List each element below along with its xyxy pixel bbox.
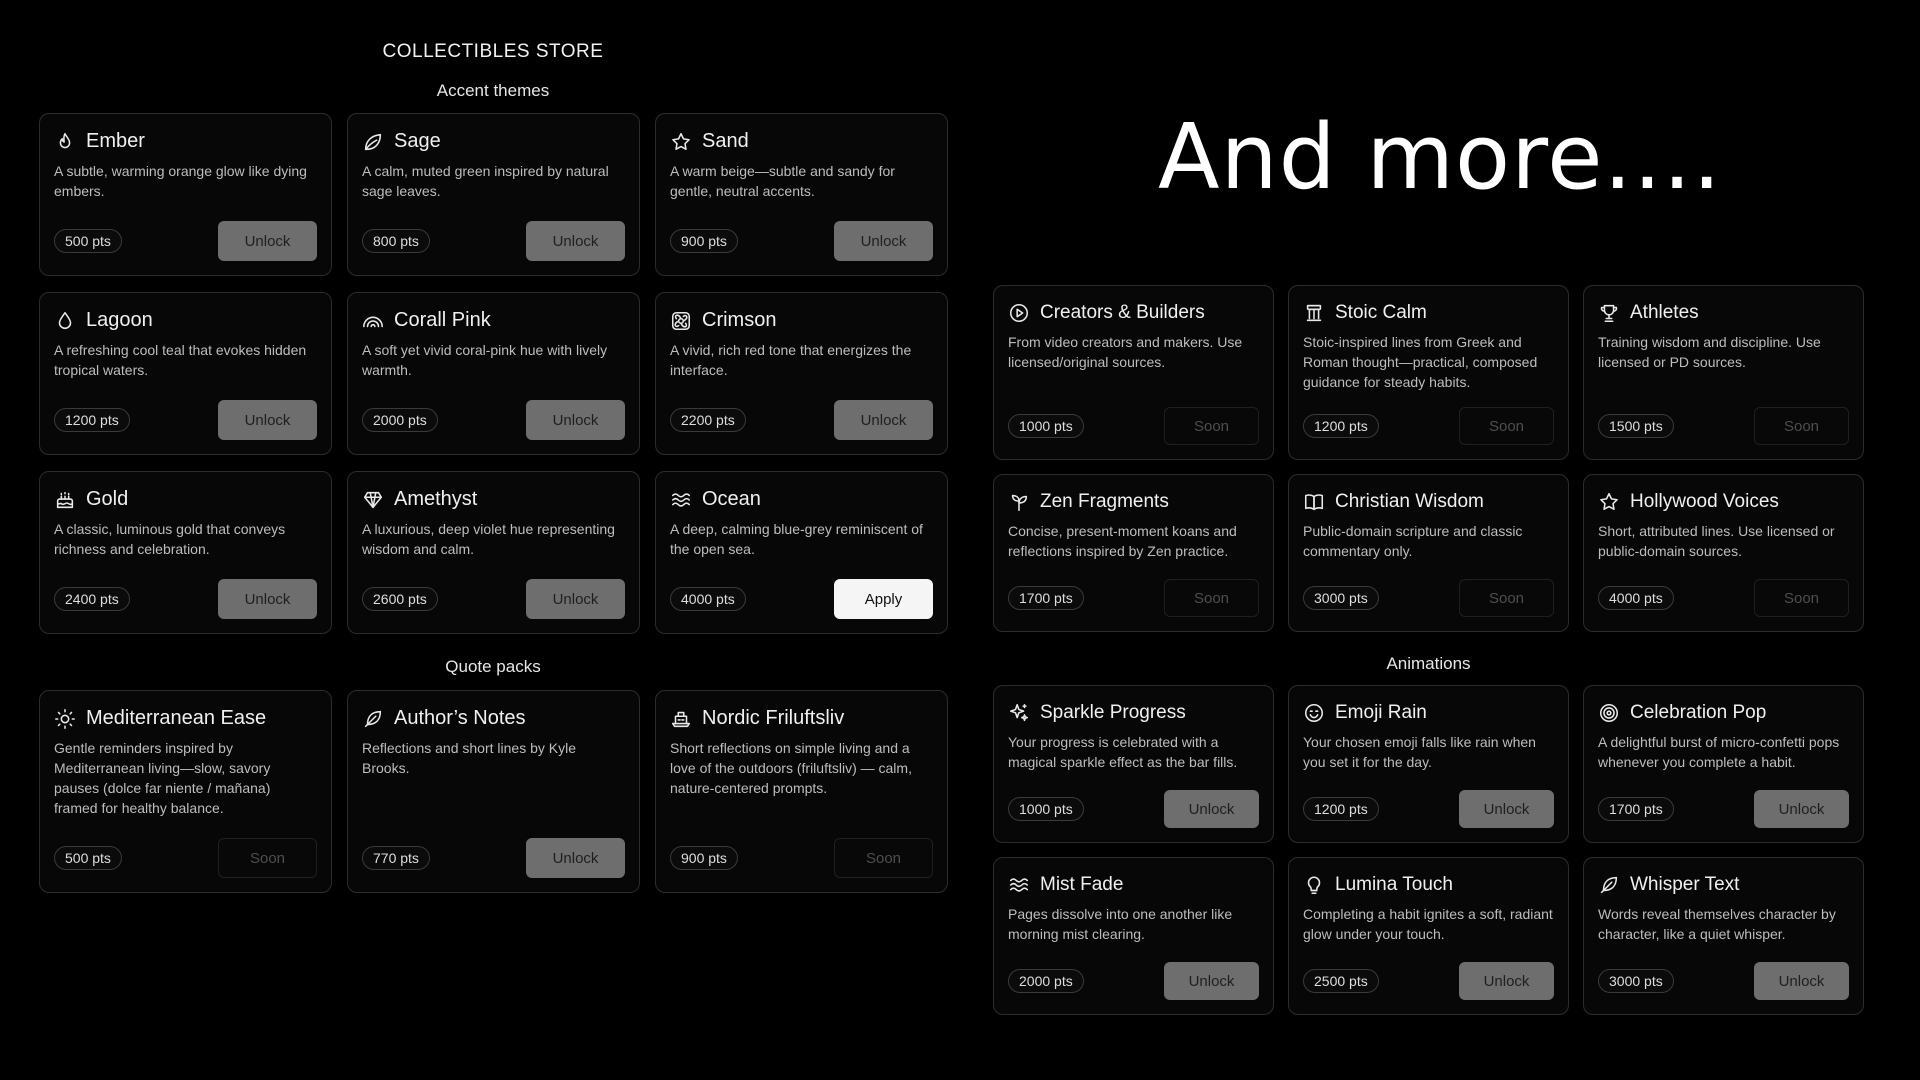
card-title: Amethyst bbox=[394, 488, 478, 510]
smile-icon bbox=[1303, 702, 1325, 724]
card-corall-pink bbox=[347, 292, 640, 455]
card-header bbox=[670, 130, 933, 153]
soon-button: Soon bbox=[834, 838, 933, 878]
card-title: Gold bbox=[86, 488, 129, 510]
flame-icon bbox=[54, 131, 76, 153]
points-badge: 1200 pts bbox=[1303, 414, 1379, 438]
card-footer bbox=[54, 579, 317, 619]
ship-icon bbox=[670, 708, 692, 730]
card-author-s-notes bbox=[347, 690, 640, 893]
points-badge: 900 pts bbox=[670, 846, 738, 870]
card-description: A delightful burst of micro-confetti pops whenever you complete a habit. bbox=[1598, 734, 1840, 770]
unlock-button[interactable]: Unlock bbox=[218, 221, 317, 261]
card-header bbox=[362, 707, 625, 730]
card-title: Christian Wisdom bbox=[1335, 491, 1484, 512]
card-footer bbox=[1008, 579, 1259, 617]
feather-icon bbox=[362, 708, 384, 730]
card-title: Celebration Pop bbox=[1630, 702, 1767, 723]
points-badge: 3000 pts bbox=[1598, 969, 1674, 993]
card-footer bbox=[1008, 407, 1259, 445]
points-badge: 1700 pts bbox=[1598, 797, 1674, 821]
card-description: Concise, present-moment koans and reflections inspired by Zen practice. bbox=[1008, 523, 1237, 559]
points-badge: 1000 pts bbox=[1008, 414, 1084, 438]
card-description: Pages dissolve into one another like morning mist clearing. bbox=[1008, 906, 1233, 942]
card-gold bbox=[39, 471, 332, 634]
card-footer bbox=[1598, 579, 1849, 617]
card-title: Sage bbox=[394, 130, 441, 152]
card-footer bbox=[1303, 407, 1554, 445]
card-description: Completing a habit ignites a soft, radiant glow under your touch. bbox=[1303, 906, 1553, 942]
play-circle-icon bbox=[1008, 302, 1030, 324]
more-quote-packs-grid bbox=[993, 285, 1864, 632]
section-label-quote-packs: Quote packs bbox=[445, 657, 541, 676]
card-title: Author’s Notes bbox=[394, 707, 526, 729]
card-stoic-calm bbox=[1288, 285, 1569, 460]
card-header bbox=[1598, 302, 1849, 324]
card-footer bbox=[670, 400, 933, 440]
leaf-icon bbox=[362, 131, 384, 153]
card-title: Stoic Calm bbox=[1335, 302, 1427, 323]
soon-button: Soon bbox=[1459, 407, 1554, 445]
card-title: Emoji Rain bbox=[1335, 702, 1427, 723]
points-badge: 4000 pts bbox=[1598, 586, 1674, 610]
points-badge: 1200 pts bbox=[1303, 797, 1379, 821]
card-header bbox=[1008, 874, 1259, 896]
card-header bbox=[1598, 491, 1849, 513]
points-badge: 4000 pts bbox=[670, 587, 746, 611]
unlock-button[interactable]: Unlock bbox=[218, 579, 317, 619]
card-footer bbox=[362, 838, 625, 878]
card-description: A refreshing cool teal that evokes hidden tropical waters. bbox=[54, 342, 307, 378]
card-emoji-rain bbox=[1288, 685, 1569, 843]
card-description: A calm, muted green inspired by natural sage leaves. bbox=[362, 163, 609, 199]
card-description: Gentle reminders inspired by Mediterranean living—slow, savory pauses (dolce far niente / mañana) framed for healthy balance. bbox=[54, 740, 271, 816]
soon-button: Soon bbox=[1459, 579, 1554, 617]
rainbow-icon bbox=[362, 310, 384, 332]
unlock-button[interactable]: Unlock bbox=[1164, 962, 1259, 1000]
quote-packs-grid bbox=[39, 690, 948, 893]
card-title: Lagoon bbox=[86, 309, 153, 331]
card-header bbox=[362, 130, 625, 153]
soon-button: Soon bbox=[1164, 407, 1259, 445]
card-header bbox=[1303, 491, 1554, 513]
points-badge: 2200 pts bbox=[670, 408, 746, 432]
points-badge: 1000 pts bbox=[1008, 797, 1084, 821]
unlock-button[interactable]: Unlock bbox=[1164, 790, 1259, 828]
card-header bbox=[1008, 702, 1259, 724]
card-header bbox=[362, 309, 625, 332]
card-title: Nordic Friluftsliv bbox=[702, 707, 845, 729]
unlock-button[interactable]: Unlock bbox=[1754, 962, 1849, 1000]
points-badge: 2000 pts bbox=[362, 408, 438, 432]
card-description: Stoic-inspired lines from Greek and Roman thought—practical, composed guidance for steady habits. bbox=[1303, 334, 1538, 390]
card-title: Athletes bbox=[1630, 302, 1699, 323]
card-footer bbox=[362, 579, 625, 619]
points-badge: 800 pts bbox=[362, 229, 430, 253]
points-badge: 2500 pts bbox=[1303, 969, 1379, 993]
feather-icon bbox=[1598, 874, 1620, 896]
card-mist-fade bbox=[993, 857, 1274, 1015]
card-footer bbox=[362, 221, 625, 261]
soon-button: Soon bbox=[1754, 407, 1849, 445]
card-footer bbox=[1008, 790, 1259, 828]
card-description: Words reveal themselves character by character, like a quiet whisper. bbox=[1598, 906, 1836, 942]
card-description: A warm beige—subtle and sandy for gentle, neutral accents. bbox=[670, 163, 895, 199]
card-description: Reflections and short lines by Kyle Brooks. bbox=[362, 740, 576, 776]
unlock-button[interactable]: Unlock bbox=[526, 579, 625, 619]
card-lagoon bbox=[39, 292, 332, 455]
points-badge: 2600 pts bbox=[362, 587, 438, 611]
card-footer bbox=[1303, 962, 1554, 1000]
card-description: Short, attributed lines. Use licensed or public-domain sources. bbox=[1598, 523, 1835, 559]
card-title: Whisper Text bbox=[1630, 874, 1740, 895]
points-badge: 3000 pts bbox=[1303, 586, 1379, 610]
points-badge: 500 pts bbox=[54, 229, 122, 253]
card-footer bbox=[54, 838, 317, 878]
card-description: A vivid, rich red tone that energizes the interface. bbox=[670, 342, 912, 378]
card-crimson bbox=[655, 292, 948, 455]
card-sage bbox=[347, 113, 640, 276]
card-header bbox=[54, 707, 317, 730]
card-header bbox=[54, 309, 317, 332]
points-badge: 500 pts bbox=[54, 846, 122, 870]
card-title: Zen Fragments bbox=[1040, 491, 1169, 512]
section-label-accent-themes: Accent themes bbox=[436, 81, 550, 100]
card-title: Creators & Builders bbox=[1040, 302, 1205, 323]
card-footer bbox=[670, 221, 933, 261]
card-sand bbox=[655, 113, 948, 276]
card-header bbox=[1598, 702, 1849, 724]
points-badge: 1500 pts bbox=[1598, 414, 1674, 438]
card-description: A soft yet vivid coral-pink hue with lively warmth. bbox=[362, 342, 608, 378]
card-header bbox=[670, 707, 933, 730]
card-header bbox=[54, 488, 317, 511]
card-footer bbox=[1598, 962, 1849, 1000]
card-header bbox=[1303, 702, 1554, 724]
card-celebration-pop bbox=[1583, 685, 1864, 843]
card-description: Your progress is celebrated with a magical sparkle effect as the bar fills. bbox=[1008, 734, 1238, 770]
gem-icon bbox=[362, 489, 384, 511]
card-footer bbox=[670, 838, 933, 878]
card-footer bbox=[670, 579, 933, 619]
sparkles-icon bbox=[1008, 702, 1030, 724]
card-header bbox=[1008, 491, 1259, 513]
card-description: A deep, calming blue-grey reminiscent of the open sea. bbox=[670, 521, 923, 557]
card-title: Sparkle Progress bbox=[1040, 702, 1186, 723]
card-description: A classic, luminous gold that conveys richness and celebration. bbox=[54, 521, 286, 557]
unlock-button[interactable]: Unlock bbox=[1459, 962, 1554, 1000]
book-icon bbox=[1303, 491, 1325, 513]
card-header bbox=[1303, 874, 1554, 896]
waves-icon bbox=[670, 489, 692, 511]
card-header bbox=[670, 309, 933, 332]
accent-themes-grid bbox=[39, 113, 948, 634]
points-badge: 1700 pts bbox=[1008, 586, 1084, 610]
points-badge: 1200 pts bbox=[54, 408, 130, 432]
card-whisper-text bbox=[1583, 857, 1864, 1015]
card-nordic-friluftsliv bbox=[655, 690, 948, 893]
card-ocean bbox=[655, 471, 948, 634]
card-footer bbox=[1303, 790, 1554, 828]
unlock-button[interactable]: Unlock bbox=[526, 221, 625, 261]
card-athletes bbox=[1583, 285, 1864, 460]
card-zen-fragments bbox=[993, 474, 1274, 632]
lightbulb-icon bbox=[1303, 874, 1325, 896]
card-title: Mediterranean Ease bbox=[86, 707, 267, 729]
card-footer bbox=[54, 221, 317, 261]
section-label-animations: Animations bbox=[1386, 654, 1471, 673]
card-description: From video creators and makers. Use licensed/original sources. bbox=[1008, 334, 1243, 370]
card-header bbox=[54, 130, 317, 153]
card-title: Hollywood Voices bbox=[1630, 491, 1779, 512]
waves-icon bbox=[1008, 874, 1030, 896]
card-description: Training wisdom and discipline. Use licensed or PD sources. bbox=[1598, 334, 1821, 370]
card-footer bbox=[1598, 407, 1849, 445]
card-title: Sand bbox=[702, 130, 749, 152]
points-badge: 770 pts bbox=[362, 846, 430, 870]
star-icon bbox=[1598, 491, 1620, 513]
apply-button[interactable]: Apply bbox=[834, 579, 933, 619]
card-hollywood-voices bbox=[1583, 474, 1864, 632]
card-header bbox=[362, 488, 625, 511]
card-header bbox=[670, 488, 933, 511]
card-header bbox=[1008, 302, 1259, 324]
points-badge: 2400 pts bbox=[54, 587, 130, 611]
card-ember bbox=[39, 113, 332, 276]
card-title: Ember bbox=[86, 130, 145, 152]
card-title: Ocean bbox=[702, 488, 761, 510]
unlock-button[interactable]: Unlock bbox=[1459, 790, 1554, 828]
unlock-button[interactable]: Unlock bbox=[834, 221, 933, 261]
card-title: Mist Fade bbox=[1040, 874, 1124, 895]
animations-grid bbox=[993, 685, 1864, 1015]
card-christian-wisdom bbox=[1288, 474, 1569, 632]
card-footer bbox=[1008, 962, 1259, 1000]
soon-button: Soon bbox=[218, 838, 317, 878]
unlock-button[interactable]: Unlock bbox=[218, 400, 317, 440]
card-description: Short reflections on simple living and a love of the outdoors (friluftsliv) — calm, nature-centered prompts. bbox=[670, 740, 912, 796]
sprout-icon bbox=[1008, 491, 1030, 513]
soon-button: Soon bbox=[1754, 579, 1849, 617]
card-footer bbox=[1598, 790, 1849, 828]
card-footer bbox=[362, 400, 625, 440]
flower-icon bbox=[670, 310, 692, 332]
soon-button: Soon bbox=[1164, 579, 1259, 617]
card-description: A subtle, warming orange glow like dying embers. bbox=[54, 163, 307, 199]
sun-icon bbox=[54, 708, 76, 730]
and-more-heading: And more.... bbox=[1158, 105, 1722, 210]
card-creators-builders bbox=[993, 285, 1274, 460]
card-sparkle-progress bbox=[993, 685, 1274, 843]
star-icon bbox=[670, 131, 692, 153]
card-title: Crimson bbox=[702, 309, 777, 331]
card-lumina-touch bbox=[1288, 857, 1569, 1015]
column-icon bbox=[1303, 302, 1325, 324]
target-icon bbox=[1598, 702, 1620, 724]
unlock-button[interactable]: Unlock bbox=[526, 838, 625, 878]
points-badge: 2000 pts bbox=[1008, 969, 1084, 993]
card-footer bbox=[1303, 579, 1554, 617]
droplet-icon bbox=[54, 310, 76, 332]
card-title: Corall Pink bbox=[394, 309, 491, 331]
card-description: Your chosen emoji falls like rain when you set it for the day. bbox=[1303, 734, 1536, 770]
cake-icon bbox=[54, 489, 76, 511]
unlock-button[interactable]: Unlock bbox=[526, 400, 625, 440]
unlock-button[interactable]: Unlock bbox=[1754, 790, 1849, 828]
card-amethyst bbox=[347, 471, 640, 634]
card-footer bbox=[54, 400, 317, 440]
card-description: Public-domain scripture and classic commentary only. bbox=[1303, 523, 1523, 559]
card-header bbox=[1598, 874, 1849, 896]
card-mediterranean-ease bbox=[39, 690, 332, 893]
card-title: Lumina Touch bbox=[1335, 874, 1453, 895]
trophy-icon bbox=[1598, 302, 1620, 324]
card-header bbox=[1303, 302, 1554, 324]
store-title: COLLECTIBLES STORE bbox=[382, 41, 604, 62]
unlock-button[interactable]: Unlock bbox=[834, 400, 933, 440]
card-description: A luxurious, deep violet hue representing wisdom and calm. bbox=[362, 521, 615, 557]
points-badge: 900 pts bbox=[670, 229, 738, 253]
